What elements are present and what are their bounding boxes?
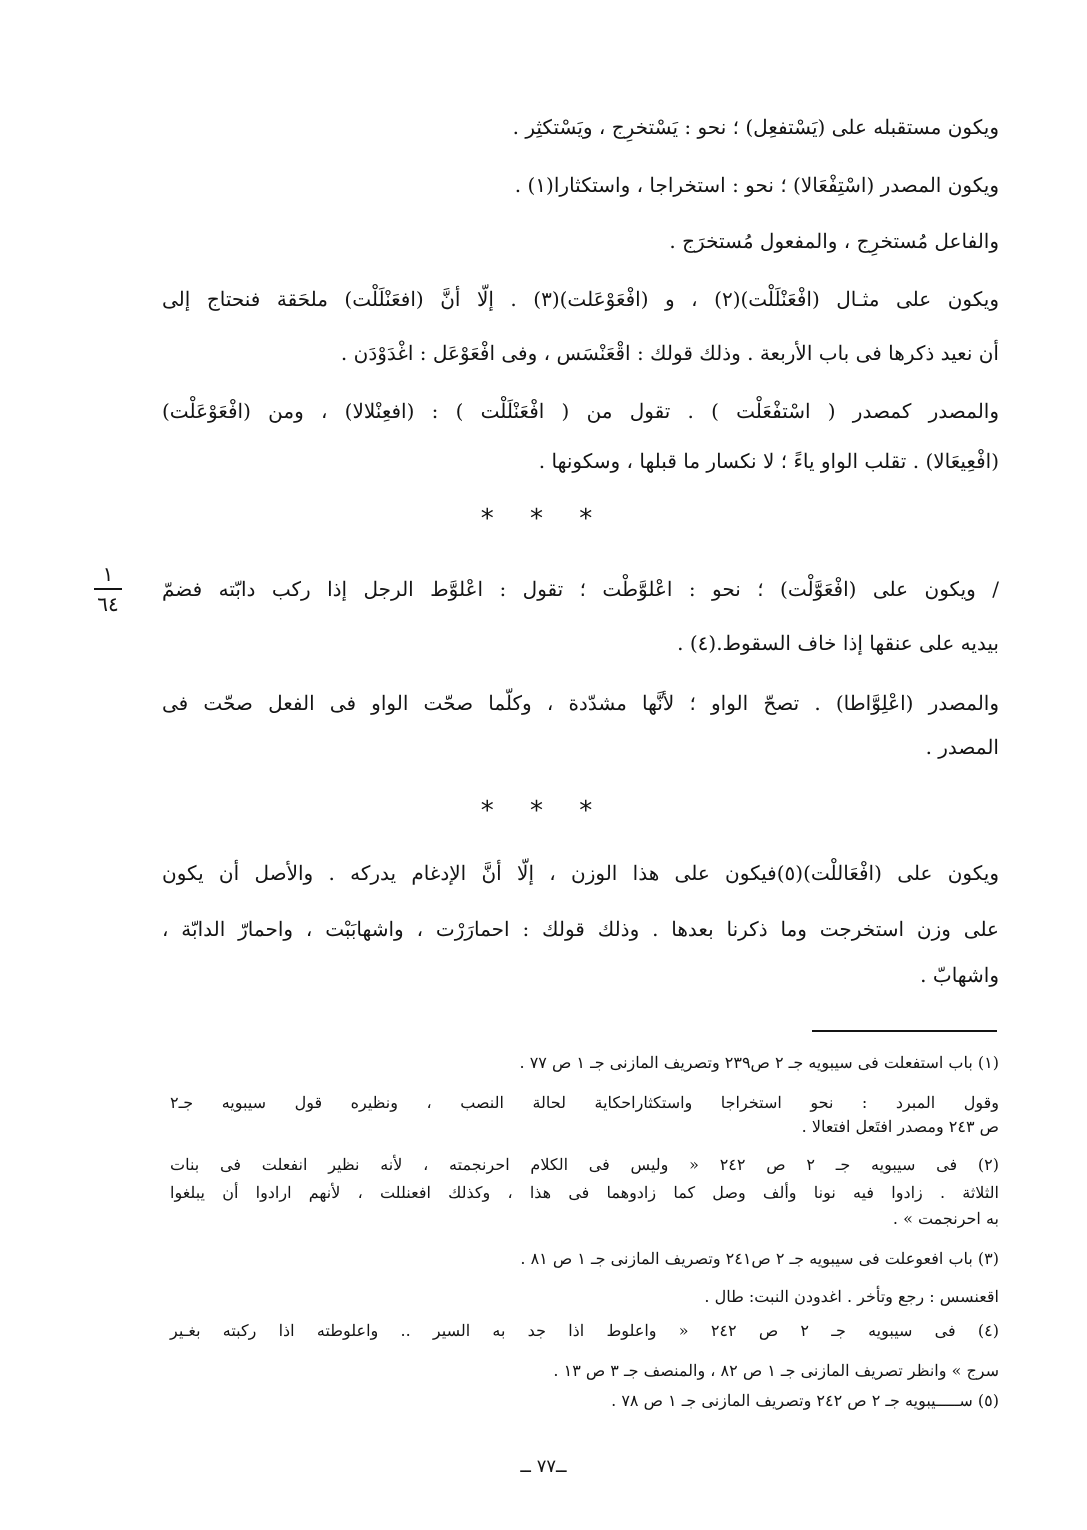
body-line: ويكون مستقبله على (يَسْتفعِل) ؛ نحو : يَسْتخرِج ، ويَسْتكثِر .	[512, 115, 999, 139]
margin-numerator: ١	[102, 562, 114, 586]
margin-denominator: ٦٤	[97, 592, 119, 616]
section-separator: * * *	[480, 796, 607, 826]
body-line: على وزن استخرجت وما ذكرنا بعدها . وذلك قولك : احمارَرْت ، واشهابَبْت ، واحمارّ الدابّة ،	[162, 917, 999, 941]
page-number: ــ٧٧ ــ	[520, 1456, 567, 1477]
body-line: والفاعل مُستخرِج ، والمفعول مُستخرَج .	[669, 229, 999, 253]
section-separator: * * *	[480, 504, 607, 534]
body-line: والمصدر كمصدر ( اسْتفْعَلْت ) . تقول من ( افْعَنْلَلْت ) : (افعِنْلالا) ، ومن (افْعَوْعَلْت)	[162, 399, 999, 423]
body-line: بيديه على عنقها إذا خاف السقوط.(٤) .	[677, 631, 999, 655]
body-line: والمصدر (اعْلِوَّاطا) . تصحّ الواو ؛ لأنَّها مشدّدة ، وكلّما صحّت الواو فى الفعل صحّت فى	[162, 691, 999, 715]
footnote-line: سرج » وانظر تصريف المازنى جـ ١ ص ٨٢ ، والمنصف جـ ٣ ص ١٣ .	[553, 1361, 999, 1380]
body-line: واشهابّ .	[920, 963, 999, 987]
footnote-line: اقعنسس : رجع وتأخر . اغدودن النبت: طال .	[704, 1287, 999, 1306]
body-line: ويكون على مثـال (افْعَنْلَلْت)(٢) ، و (افْعَوْعَلت)(٣) . إلّا أنَّ (افعَنْلَلْت) ملحَقة فنحتاج إلى	[162, 287, 1000, 311]
fraction-bar	[94, 588, 122, 590]
footnote-line: (٥) ســـــيبويه جـ ٢ ص ٢٤٢ وتصريف المازنى جـ ١ ص ٧٨ .	[611, 1391, 999, 1410]
body-line: ويكون على (افْعَاللْت)(٥)فيكون على هذا الوزن ، إلّا أنَّ الإدغام يدركه . والأصل أن يكون	[162, 861, 999, 885]
footnote-line: (٢) فى سيبويه جـ ٢ ص ٢٤٢ « وليس فى الكلام احرنجمته ، لأنه نظير انفعلت فى بنات	[170, 1155, 999, 1174]
body-line: / ويكون على (افْعَوَّلْت) ؛ نحو : اعْلوَّطْت ؛ تقول : اعْلوَّط الرجل إذا ركب دابّته فضمّ	[162, 577, 999, 601]
footnote-line: ص ٢٤٣ ومصدر افتَعل افتعالا .	[801, 1117, 999, 1136]
footnote-rule	[812, 1030, 997, 1032]
footnote-line: (٤) فى سيبويه جـ ٢ ص ٢٤٢ « واعلوط اذا جد به السير .. واعلوطته اذا ركبته بغـير	[170, 1321, 999, 1340]
body-line: (افْعِيعَالا) . تقلب الواو ياءً ؛ لا نكسار ما قبلها ، وسكونها .	[538, 449, 999, 473]
footnote-line: به احرنجمت » .	[892, 1209, 999, 1228]
footnote-line: وقول المبرد : نحو استخراجا واستكثاراحكاية لحالة النصب ، ونظيره قول سيبويه جـ٢	[170, 1093, 999, 1112]
body-line: ويكون المصدر (اسْتِفْعَالا) ؛ نحو : استخراجا ، واستكثارا(١) .	[514, 173, 999, 197]
footnote-line: (١) باب استفعلت فى سيبويه جـ ٢ ص٢٣٩ وتصريف المازنى جـ ١ ص ٧٧ .	[519, 1053, 999, 1072]
footnote-line: الثلاثة . زادوا فيه نونا وألف وصل كما زادوهما فى هذا ، وكذلك افعنللت ، لأنهم ارادوا أن يبلغوا	[170, 1183, 999, 1202]
body-line: المصدر .	[925, 735, 999, 759]
footnote-line: (٣) باب افعوعلت فى سيبويه جـ ٢ ص٢٤١ وتصريف المازنى جـ ١ ص ٨١ .	[520, 1249, 999, 1268]
body-line: أن نعيد ذكرها فى باب الأربعة . وذلك قولك : اقْعَنْسَس ، وفى افْعَوْعَل : اغْدَوْدَن .	[340, 341, 999, 365]
margin-page-reference	[88, 562, 128, 616]
